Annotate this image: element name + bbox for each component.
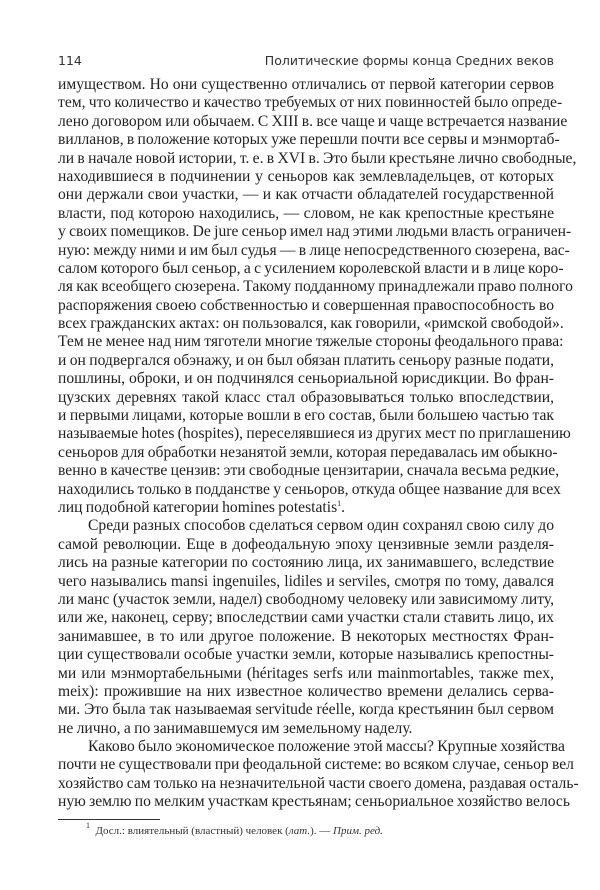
text-line — [58, 205, 554, 223]
text-line — [58, 573, 554, 591]
text-line — [58, 646, 554, 664]
footnote — [86, 821, 383, 838]
line-text: тем, что количество и качество требуемых от них повинностей было опреде- — [58, 94, 563, 112]
footnote-after: ). — — [310, 825, 334, 837]
footnote-editor-note: Прим. ред. — [333, 825, 383, 837]
text-line — [58, 756, 574, 774]
line-text: сеньоров для обработки незанятой земли, которая передавалась им обыкно- — [58, 443, 558, 461]
text-line — [58, 793, 570, 811]
footnote-divider — [58, 819, 160, 820]
line-text: ную: между ними и им был судья — в лице непосредственного сюзерена, вас- — [58, 241, 570, 259]
line-text: ля как всеобщего сюзерена. Такому подданному принадлежали право полного — [58, 278, 573, 296]
text-line — [58, 278, 573, 296]
line-text: всех гражданских актах: он пользовался, как говорили, «римской свободой». — [58, 315, 564, 333]
text-line — [58, 94, 563, 112]
text-line — [58, 149, 577, 168]
line-text: ми. Это была так называемая servitude réelle, когда крестьянин был сервом — [58, 701, 554, 719]
text-line — [58, 628, 554, 646]
text-line — [58, 223, 572, 241]
body-text — [58, 76, 579, 812]
line-text: власти, под которою находились, — словом, не как крепостные крестьяне — [58, 204, 554, 222]
page-number: 114 — [58, 53, 82, 68]
line-text: Среди разных способов сделаться сервом один сохранял свою силу до — [88, 517, 554, 535]
text-line — [58, 333, 564, 351]
text-line — [58, 665, 554, 683]
text-line — [58, 389, 554, 407]
text-line — [58, 259, 564, 278]
line-text: лиц подобной категории homines potestatis — [58, 498, 338, 516]
line-text: лись на разные категории по состоянию лица, их занимавшего, вследствие — [58, 554, 554, 572]
line-text: хозяйство сам только на незначительной части своего домена, раздавая осталь- — [58, 774, 579, 792]
line-text: ции существовали особые участки земли, которые назывались крепостны- — [58, 646, 554, 664]
line-text: венно в качестве цензив: эти свободные цензитарии, сначала весьма редкие, — [58, 462, 560, 480]
text-line — [58, 407, 554, 425]
text-line — [58, 701, 554, 719]
footnote-text: Досл.: влиятельный (властный) человек ( — [95, 825, 289, 837]
text-line — [58, 112, 568, 131]
text-line — [58, 76, 554, 94]
line-text: или же, наконец, серву; впоследствии сами участки стали ставить лицо, их — [58, 609, 554, 627]
footnote-reference[interactable]: 1 — [337, 498, 342, 508]
text-line — [58, 186, 554, 204]
line-text: Тем не менее над ним тяготели многие тяжелые стороны феодального права: — [58, 333, 564, 351]
text-line — [58, 315, 564, 333]
text-line — [58, 352, 554, 370]
text-line — [58, 683, 554, 701]
line-text: meix): прожившие на них известное количество времени делались серва- — [58, 682, 554, 700]
text-line — [58, 131, 560, 149]
footnote-mark: 1 — [86, 821, 90, 830]
line-text: самой революции. Еще в дофеодальную эпоху цензивные земли разделя- — [58, 535, 554, 553]
text-line — [58, 554, 554, 572]
running-title: Политические формы конца Средних веков — [264, 53, 554, 68]
footnote-lang: лат. — [288, 825, 311, 837]
text-line — [58, 720, 554, 738]
line-text: салом которого был сеньор, а с усилением королевской власти и в лице коро- — [58, 259, 564, 277]
text-line — [58, 241, 570, 260]
text-line — [58, 297, 554, 315]
line-text: почти не существовали при феодальной системе: во всяком случае, сеньор вел — [58, 756, 574, 774]
line-text: находившиеся в подчинении у сеньоров как землевладельцев, от которых — [58, 167, 554, 185]
line-text: ли в начале новой истории, т. е. в XVI в. Это были крестьяне лично свободные, — [58, 149, 577, 167]
paragraph — [58, 76, 577, 517]
line-text: цузских деревнях такой класс стал образовываться только впоследствии, — [58, 388, 554, 406]
line-text: у своих помещиков. De jure сеньор имел над этими людьми власть ограничен- — [58, 223, 572, 241]
text-line — [58, 462, 560, 480]
paragraph — [58, 738, 579, 812]
line-text: имуществом. Но они существенно отличались от первой категории сервов — [58, 76, 554, 93]
line-text: и первыми лицами, которые вошли в его состав, были большею частью так — [58, 407, 554, 425]
line-text: находились только в подданстве у сеньоров, откуда общее название для всех — [58, 480, 561, 498]
line-end: . — [341, 498, 346, 516]
text-line — [58, 168, 554, 186]
line-text: лено договором или обычаем. С XIII в. все чаще и чаще встречается название — [58, 112, 568, 130]
line-text: они держали свои участки, — и как отчасти обладателей государственной — [58, 186, 554, 204]
text-line — [58, 480, 561, 499]
text-line — [58, 425, 571, 443]
text-line — [58, 370, 554, 388]
line-text: ми или мэнмортабельными (héritages serfs или mainmortables, также mex, — [58, 664, 554, 682]
text-line — [58, 609, 554, 627]
line-text: чего назывались mansi ingenuiles, lidiles и serviles, смотря по тому, давался — [58, 572, 554, 590]
text-line — [58, 774, 579, 793]
line-text: не лично, а по занимавшемуся им земельному наделу. — [58, 719, 413, 737]
line-text: распоряжения своею собственностью и совершенная правоспособность во — [58, 296, 554, 314]
text-line — [58, 499, 554, 517]
line-text: вилланов, в положение которых уже перешли почти все сервы и мэнмортаб- — [58, 131, 560, 149]
text-line — [58, 536, 554, 554]
text-line — [58, 738, 565, 756]
line-text: ную землю по мелким участкам крестьянам; сеньориальное хозяйство велось — [58, 793, 570, 811]
paragraph — [58, 517, 554, 738]
line-text: и он подвергался обэнажу, и он был обязан платить сеньору разные подати, — [58, 351, 554, 369]
text-line — [58, 443, 558, 462]
line-text: занимавшее, в то или другое положение. В некоторых местностях Фран- — [58, 627, 554, 645]
line-text: пошлины, оброки, и он подчинялся сеньориальной юрисдикции. Во фран- — [58, 370, 554, 388]
line-text: ли манс (участок земли, надел) свободному человеку или зависимому литу, — [58, 590, 554, 608]
text-line — [58, 591, 554, 609]
text-line — [58, 517, 554, 535]
line-text: называемые hotes (hospites), переселявшиеся из других мест по приглашению — [58, 425, 571, 443]
line-text: Каково было экономическое положение этой массы? Крупные хозяйства — [88, 738, 565, 756]
